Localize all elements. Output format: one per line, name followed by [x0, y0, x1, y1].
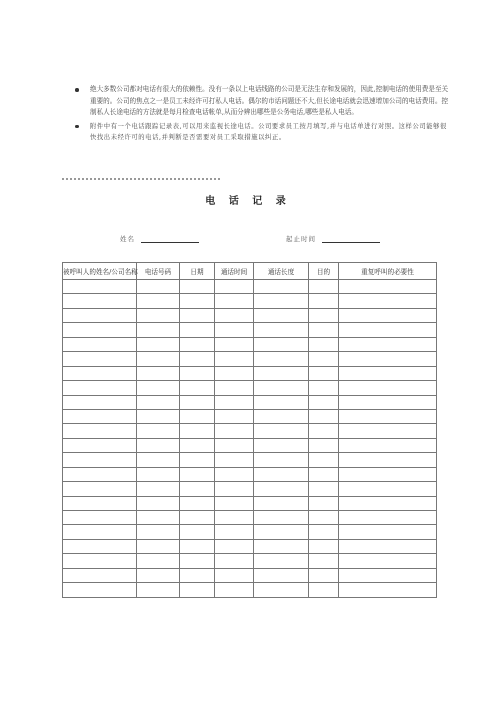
table-cell[interactable]: [215, 424, 254, 438]
table-cell[interactable]: [339, 409, 437, 423]
table-row: [63, 409, 437, 423]
table-cell[interactable]: [63, 482, 137, 496]
table-cell[interactable]: [254, 366, 309, 380]
table-cell[interactable]: [339, 366, 437, 380]
table-cell[interactable]: [137, 352, 180, 366]
table-cell[interactable]: [215, 554, 254, 568]
table-cell[interactable]: [137, 482, 180, 496]
table-cell[interactable]: [254, 395, 309, 409]
table-cell[interactable]: [309, 381, 339, 395]
table-row: [63, 294, 437, 308]
table-cell[interactable]: [137, 395, 180, 409]
table-row: [63, 539, 437, 553]
table-cell[interactable]: [309, 525, 339, 539]
table-cell[interactable]: [137, 511, 180, 525]
table-cell[interactable]: [339, 424, 437, 438]
table-cell[interactable]: [215, 337, 254, 351]
table-cell[interactable]: [339, 280, 437, 294]
table-cell[interactable]: [254, 467, 309, 481]
table-cell[interactable]: [180, 496, 215, 510]
table-row: [63, 366, 437, 380]
table-cell[interactable]: [254, 554, 309, 568]
column-header: 目的: [309, 263, 339, 280]
table-cell[interactable]: [215, 366, 254, 380]
table-cell[interactable]: [309, 409, 339, 423]
column-header: 电话号码: [137, 263, 180, 280]
table-cell[interactable]: [63, 337, 137, 351]
table-cell[interactable]: [180, 539, 215, 553]
bullet-dot-icon: [75, 88, 79, 92]
table-cell[interactable]: [309, 308, 339, 322]
table-cell[interactable]: [137, 496, 180, 510]
bullet-text: 附件中有一个电话跟踪记录表,可以用来监视长途电话。公司要求员工按月填写,并与电话单进行对照。这样公司能够很快找出未经许可的电话,并判断是否需要对员工采取措施以纠正。: [90, 122, 447, 141]
table-cell[interactable]: [339, 467, 437, 481]
table-cell[interactable]: [63, 308, 137, 322]
table-cell[interactable]: [137, 294, 180, 308]
table-cell[interactable]: [215, 352, 254, 366]
table-cell[interactable]: [254, 409, 309, 423]
table-cell[interactable]: [137, 409, 180, 423]
table-cell[interactable]: [254, 424, 309, 438]
table-cell[interactable]: [180, 381, 215, 395]
table-cell[interactable]: [339, 554, 437, 568]
table-row: [63, 467, 437, 481]
table-cell[interactable]: [309, 366, 339, 380]
table-cell[interactable]: [215, 294, 254, 308]
column-header: 被呼叫人的姓名/公司名称: [63, 263, 137, 280]
call-log-table: [62, 262, 437, 598]
table-cell[interactable]: [63, 554, 137, 568]
table-cell[interactable]: [254, 482, 309, 496]
table-cell[interactable]: [137, 568, 180, 582]
table-cell[interactable]: [339, 438, 437, 452]
table-cell[interactable]: [309, 496, 339, 510]
table-cell[interactable]: [137, 308, 180, 322]
column-header: 日期: [180, 263, 215, 280]
table-cell[interactable]: [63, 438, 137, 452]
table-cell[interactable]: [254, 337, 309, 351]
table-cell[interactable]: [215, 308, 254, 322]
table-cell[interactable]: [339, 539, 437, 553]
table-cell[interactable]: [180, 453, 215, 467]
form-title: 电 话 记 录: [205, 196, 291, 207]
table-cell[interactable]: [215, 467, 254, 481]
table-row: [63, 308, 437, 322]
table-cell[interactable]: [180, 438, 215, 452]
table-cell[interactable]: [254, 539, 309, 553]
table-row: [63, 395, 437, 409]
table-cell[interactable]: [339, 308, 437, 322]
table-cell[interactable]: [309, 294, 339, 308]
period-input-line[interactable]: [322, 236, 380, 243]
table-row: [63, 352, 437, 366]
table-cell[interactable]: [339, 294, 437, 308]
name-label: 姓名: [120, 235, 135, 243]
table-cell[interactable]: [215, 539, 254, 553]
table-cell[interactable]: [339, 337, 437, 351]
table-row: [63, 280, 437, 294]
table-cell[interactable]: [180, 308, 215, 322]
table-cell[interactable]: [309, 352, 339, 366]
table-row: [63, 525, 437, 539]
table-cell[interactable]: [215, 568, 254, 582]
table-cell[interactable]: [63, 409, 137, 423]
column-header: 通话时间: [215, 263, 254, 280]
table-cell[interactable]: [137, 467, 180, 481]
table-cell[interactable]: [254, 583, 309, 597]
table-cell[interactable]: [309, 482, 339, 496]
table-row: [63, 323, 437, 337]
table-cell[interactable]: [180, 482, 215, 496]
table-row: [63, 482, 437, 496]
table-cell[interactable]: [309, 583, 339, 597]
table-cell[interactable]: [309, 453, 339, 467]
table-cell[interactable]: [63, 511, 137, 525]
table-cell[interactable]: [254, 280, 309, 294]
table-cell[interactable]: [137, 525, 180, 539]
table-cell[interactable]: [339, 323, 437, 337]
table-cell[interactable]: [180, 511, 215, 525]
table-cell[interactable]: [309, 568, 339, 582]
dotted-divider: [62, 178, 220, 180]
table-cell[interactable]: [137, 554, 180, 568]
table-cell[interactable]: [63, 539, 137, 553]
table-row: [63, 554, 437, 568]
table-row: [63, 568, 437, 582]
table-cell[interactable]: [339, 583, 437, 597]
table-cell[interactable]: [339, 395, 437, 409]
table-cell[interactable]: [137, 280, 180, 294]
table-cell[interactable]: [254, 438, 309, 452]
table-cell[interactable]: [180, 583, 215, 597]
table-cell[interactable]: [339, 568, 437, 582]
table-row: [63, 424, 437, 438]
table-cell[interactable]: [63, 525, 137, 539]
column-header: 重复呼叫的必要性: [339, 263, 437, 280]
name-input-line[interactable]: [141, 236, 199, 243]
table-cell[interactable]: [309, 511, 339, 525]
table-cell[interactable]: [180, 337, 215, 351]
table-cell[interactable]: [180, 280, 215, 294]
table-cell[interactable]: [309, 337, 339, 351]
table-cell[interactable]: [254, 352, 309, 366]
table-row: [63, 511, 437, 525]
table-cell[interactable]: [63, 467, 137, 481]
table-cell[interactable]: [254, 568, 309, 582]
table-cell[interactable]: [180, 395, 215, 409]
table-cell[interactable]: [63, 453, 137, 467]
table-cell[interactable]: [180, 294, 215, 308]
table-cell[interactable]: [180, 366, 215, 380]
table-cell[interactable]: [215, 323, 254, 337]
table-cell[interactable]: [215, 525, 254, 539]
table-cell[interactable]: [254, 453, 309, 467]
table-cell[interactable]: [180, 568, 215, 582]
table-row: [63, 438, 437, 452]
table-cell[interactable]: [180, 424, 215, 438]
table-row: [63, 381, 437, 395]
table-cell[interactable]: [63, 323, 137, 337]
table-row: [63, 583, 437, 597]
table-cell[interactable]: [254, 294, 309, 308]
table-cell[interactable]: [309, 554, 339, 568]
table-cell[interactable]: [339, 511, 437, 525]
table-cell[interactable]: [137, 583, 180, 597]
table-cell[interactable]: [137, 539, 180, 553]
table-cell[interactable]: [137, 323, 180, 337]
table-cell[interactable]: [254, 308, 309, 322]
table-cell[interactable]: [215, 482, 254, 496]
table-cell[interactable]: [63, 294, 137, 308]
table-cell[interactable]: [215, 409, 254, 423]
period-field: [286, 234, 380, 243]
table-cell[interactable]: [309, 280, 339, 294]
table-cell[interactable]: [254, 323, 309, 337]
table-cell[interactable]: [215, 381, 254, 395]
table-cell[interactable]: [180, 323, 215, 337]
period-label: 起止时间: [286, 235, 316, 243]
table-cell[interactable]: [180, 409, 215, 423]
table-cell[interactable]: [137, 337, 180, 351]
table-cell[interactable]: [180, 467, 215, 481]
column-header: 通话长度: [254, 263, 309, 280]
table-cell[interactable]: [215, 511, 254, 525]
table-cell[interactable]: [339, 352, 437, 366]
name-field: [120, 234, 199, 243]
table-cell[interactable]: [339, 381, 437, 395]
bullet-text: 绝大多数公司都对电话有很大的依赖性。没有一条以上电话线路的公司是无法生存和发展的，因此,控制电话的使用费是至关重要的。公司的焦点之一是员工未经许可打私人电话。偶尔的市话问题还不大,但长途电话就会迅速增加公司的电话费用。控制私人长途电话的方法就是每月检查电话帐单,从而分辨出哪些是公务电话,哪些是私人电话。: [90, 85, 449, 116]
table-cell[interactable]: [254, 525, 309, 539]
table-cell[interactable]: [339, 496, 437, 510]
table-cell[interactable]: [137, 453, 180, 467]
intro-bullets: [70, 84, 450, 144]
table-row: [63, 496, 437, 510]
table-cell[interactable]: [309, 424, 339, 438]
table-header-row: [63, 263, 437, 280]
table-cell[interactable]: [339, 453, 437, 467]
table-cell[interactable]: [254, 381, 309, 395]
table-cell[interactable]: [215, 583, 254, 597]
table-cell[interactable]: [180, 554, 215, 568]
table-cell[interactable]: [309, 467, 339, 481]
table-cell[interactable]: [339, 525, 437, 539]
table-cell[interactable]: [63, 395, 137, 409]
table-cell[interactable]: [215, 438, 254, 452]
table-cell[interactable]: [63, 366, 137, 380]
table-body: [63, 280, 437, 598]
table-cell[interactable]: [137, 424, 180, 438]
table-cell[interactable]: [215, 453, 254, 467]
table-cell[interactable]: [339, 482, 437, 496]
table-cell[interactable]: [180, 352, 215, 366]
table-cell[interactable]: [63, 280, 137, 294]
table-cell[interactable]: [309, 539, 339, 553]
table-cell[interactable]: [215, 280, 254, 294]
bullet-dot-icon: [75, 125, 79, 129]
table-cell[interactable]: [254, 511, 309, 525]
table-cell[interactable]: [63, 568, 137, 582]
table-cell[interactable]: [309, 395, 339, 409]
table-row: [63, 453, 437, 467]
table-cell[interactable]: [63, 424, 137, 438]
table-cell[interactable]: [215, 496, 254, 510]
table-cell[interactable]: [63, 352, 137, 366]
table-cell[interactable]: [215, 395, 254, 409]
table-cell[interactable]: [180, 525, 215, 539]
table-cell[interactable]: [137, 381, 180, 395]
table-row: [63, 337, 437, 351]
table-cell[interactable]: [137, 366, 180, 380]
table-cell[interactable]: [137, 438, 180, 452]
table-cell[interactable]: [309, 323, 339, 337]
table-cell[interactable]: [63, 381, 137, 395]
bullet-item: [70, 121, 450, 144]
table-cell[interactable]: [309, 438, 339, 452]
table-cell[interactable]: [63, 583, 137, 597]
table-cell[interactable]: [254, 496, 309, 510]
table-cell[interactable]: [63, 496, 137, 510]
bullet-item: [70, 84, 450, 119]
